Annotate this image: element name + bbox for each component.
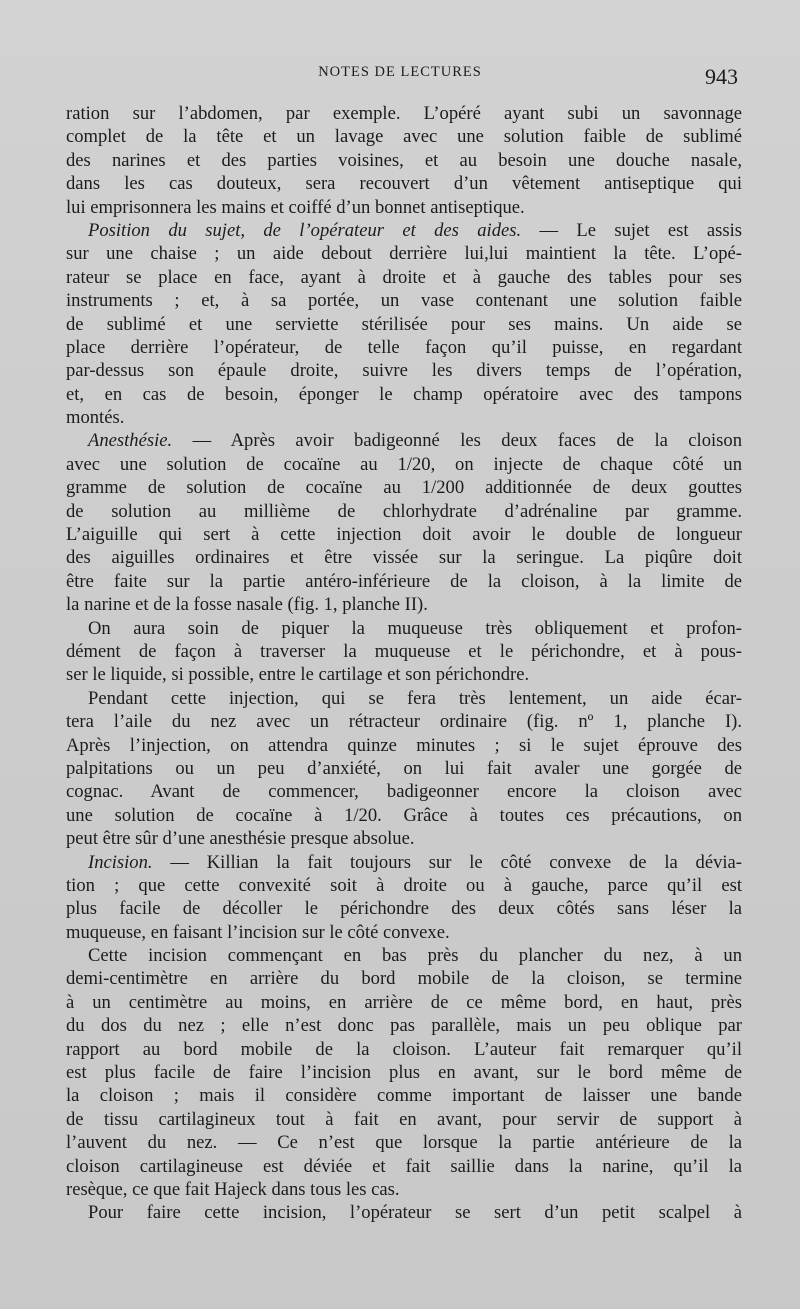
text-line (66, 313, 742, 336)
line-text: et, en cas de besoin, éponger le champ opératoire avec des tampons (66, 383, 742, 405)
text-line (66, 383, 742, 406)
text-line (66, 874, 742, 897)
text-line (66, 289, 742, 312)
line-text: de solution au millième de chlorhydrate d’adrénaline par gramme. (66, 500, 742, 522)
text-line (66, 804, 742, 827)
line-text: instruments ; et, à sa portée, un vase contenant une solution faible (66, 290, 742, 312)
line-text: sur une chaise ; un aide debout derrière lui,lui maintient la tête. L’opé- (66, 243, 742, 265)
text-line (66, 991, 742, 1014)
text-line (66, 476, 742, 499)
line-text: tera l’aile du nez avec un rétracteur ordinaire (fig. nº 1, planche I). (66, 711, 742, 733)
line-text: ser le liquide, si possible, entre le cartilage et son périchondre. (66, 664, 530, 686)
text-line (66, 546, 742, 569)
line-text: palpitations ou un peu d’anxiété, on lui fait avaler une gorgée de (66, 757, 742, 779)
line-text: cloison cartilagineuse est déviée et fait saillie dans la narine, qu’il la (66, 1155, 742, 1177)
text-line (66, 453, 742, 476)
line-text: — Après avoir badigeonné les deux faces de la cloison (172, 430, 742, 452)
line-text: du dos du nez ; elle n’est donc pas parallèle, mais un peu oblique par (66, 1015, 742, 1037)
line-text: plus facile de décoller le périchondre des deux côtés sans léser la (66, 898, 742, 920)
text-line (66, 640, 742, 663)
text-line (66, 219, 742, 242)
section-heading: Anesthésie. (88, 430, 173, 452)
line-text: rapport au bord mobile de la cloison. L’auteur fait remarquer qu’il (66, 1038, 742, 1060)
line-text: Cette incision commençant en bas près du plancher du nez, à un (88, 945, 742, 967)
text-line (66, 1061, 742, 1084)
line-text: L’aiguille qui sert à cette injection doit avoir le double de longueur (66, 524, 742, 546)
page-number: 943 (705, 64, 738, 89)
line-text: tion ; que cette convexité soit à droite ou à gauche, parce qu’il est (66, 874, 742, 896)
line-text: lui emprisonnera les mains et coiffé d’un bonnet antiseptique. (66, 196, 525, 218)
line-text: complet de la tête et un lavage avec une solution faible de sublimé (66, 126, 742, 148)
line-text: rateur se place en face, ayant à droite et à gauche des tables pour ses (66, 266, 742, 288)
text-line (66, 523, 742, 546)
text-line (66, 967, 742, 990)
text-line (66, 944, 742, 967)
section-heading: Position du sujet, de l’opérateur et des aides. (88, 219, 522, 241)
line-text: dans les cas douteux, sera recouvert d’un vêtement antiseptique qui (66, 173, 742, 195)
text-line (66, 149, 742, 172)
line-text: dément de façon à traverser la muqueuse et le périchondre, et à pous- (66, 640, 742, 662)
text-line (66, 827, 742, 850)
line-text: cognac. Avant de commencer, badigeonner encore la cloison avec (66, 781, 742, 803)
text-line (66, 734, 742, 757)
text-line (66, 663, 742, 686)
line-text: des narines et des parties voisines, et au besoin une douche nasale, (66, 149, 742, 171)
line-text: avec une solution de cocaïne au 1/20, on injecte de chaque côté un (66, 453, 742, 475)
line-text: des aiguilles ordinaires et être vissée sur la seringue. La piqûre doit (66, 547, 742, 569)
line-text: Pendant cette injection, qui se fera très lentement, un aide écar- (88, 687, 742, 709)
text-line (66, 780, 742, 803)
text-line (66, 1108, 742, 1131)
text-line (66, 1201, 742, 1224)
line-text: est plus facile de faire l’incision plus en avant, sur le bord même de (66, 1062, 742, 1084)
line-text: être faite sur la partie antéro-inférieure de la cloison, à la limite de (66, 570, 742, 592)
line-text: — Killian la fait toujours sur le côté convexe de la dévia- (152, 851, 742, 873)
text-line (66, 1084, 742, 1107)
text-line (66, 593, 742, 616)
line-text: de sublimé et une serviette stérilisée pour ses mains. Un aide se (66, 313, 742, 335)
text-line (66, 125, 742, 148)
line-text: gramme de solution de cocaïne au 1/200 additionnée de deux gouttes (66, 477, 742, 499)
line-text: muqueuse, en faisant l’incision sur le côté convexe. (66, 921, 450, 943)
page-header (0, 62, 800, 89)
text-line (66, 1178, 742, 1201)
line-text: place derrière l’opérateur, de telle façon qu’il puisse, en regardant (66, 336, 742, 358)
line-text: On aura soin de piquer la muqueuse très obliquement et profon- (88, 617, 742, 639)
text-line (66, 429, 742, 452)
line-text: montés. (66, 407, 125, 429)
line-text: — Le sujet est assis (521, 219, 742, 241)
text-line (66, 687, 742, 710)
text-line (66, 1014, 742, 1037)
running-title: NOTES DE LECTURES (318, 64, 482, 80)
text-line (66, 710, 742, 733)
text-line (66, 102, 742, 125)
line-text: la narine et de la fosse nasale (fig. 1, planche II). (66, 594, 428, 616)
line-text: la cloison ; mais il considère comme important de laisser une bande (66, 1085, 742, 1107)
line-text: l’auvent du nez. — Ce n’est que lorsque la partie antérieure de la (66, 1132, 742, 1154)
text-line (66, 406, 742, 429)
text-line (66, 172, 742, 195)
text-line (66, 1131, 742, 1154)
text-line (66, 757, 742, 780)
text-line (66, 359, 742, 382)
line-text: Pour faire cette incision, l’opérateur se sert d’un petit scalpel à (88, 1202, 742, 1224)
line-text: Après l’injection, on attendra quinze minutes ; si le sujet éprouve des (66, 734, 742, 756)
line-text: ration sur l’abdomen, par exemple. L’opéré ayant subi un savonnage (66, 103, 742, 124)
line-text: demi-centimètre en arrière du bord mobile de la cloison, se termine (66, 968, 742, 990)
text-line (66, 500, 742, 523)
line-text: de tissu cartilagineux tout à fait en avant, pour servir de support à (66, 1108, 742, 1130)
line-text: une solution de cocaïne à 1/20. Grâce à toutes ces précautions, on (66, 804, 742, 826)
line-text: resèque, ce que fait Hajeck dans tous les cas. (66, 1178, 400, 1200)
text-line (66, 851, 742, 874)
line-text: par-dessus son épaule droite, suivre les divers temps de l’opération, (66, 360, 742, 382)
text-line (66, 1038, 742, 1061)
text-line (66, 897, 742, 920)
text-line (66, 266, 742, 289)
text-line (66, 570, 742, 593)
section-heading: Incision. (88, 851, 153, 873)
text-line (66, 336, 742, 359)
text-line (66, 242, 742, 265)
line-text: peut être sûr d’une anesthésie presque absolue. (66, 828, 415, 850)
line-text: à un centimètre au moins, en arrière de ce même bord, en haut, près (66, 991, 742, 1013)
text-line (66, 617, 742, 640)
body-text (66, 102, 742, 1225)
text-line (66, 196, 742, 219)
text-line (66, 921, 742, 944)
text-line (66, 1155, 742, 1178)
